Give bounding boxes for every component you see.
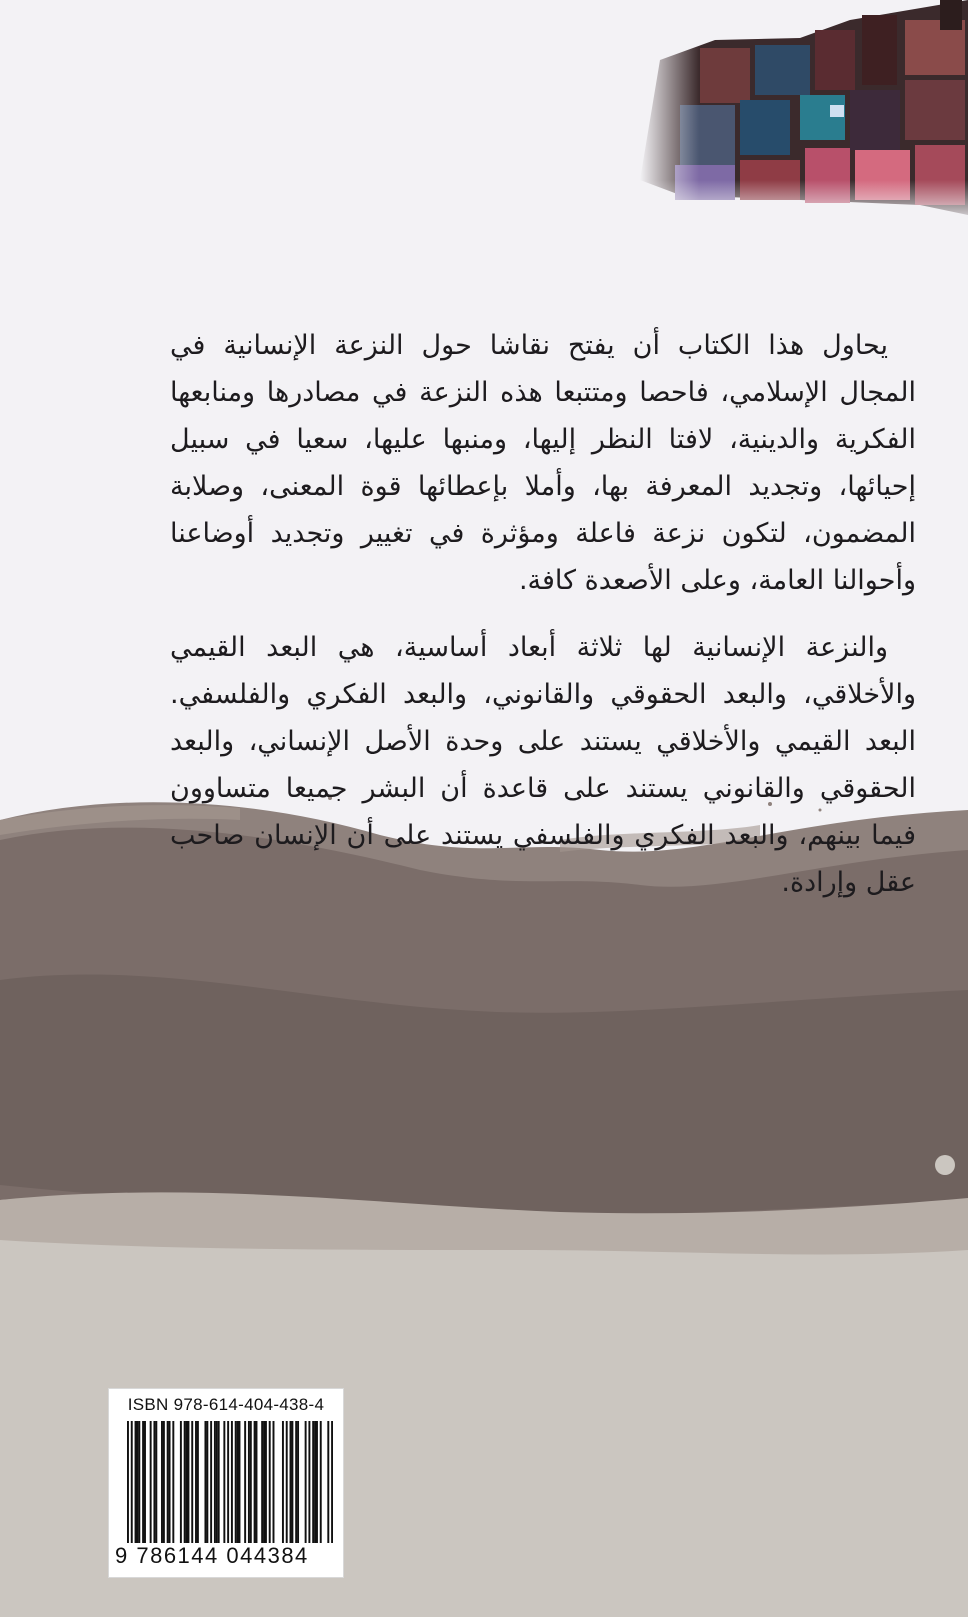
barcode-bar: [312, 1421, 314, 1543]
barcode-bar: [150, 1421, 152, 1543]
barcode-bar: [331, 1421, 333, 1543]
barcode-bars: [127, 1421, 333, 1543]
barcode-bar: [244, 1421, 246, 1543]
barcode-bar: [169, 1421, 171, 1543]
isbn-label: ISBN 978-614-404-438-4: [127, 1395, 325, 1414]
barcode-bar: [263, 1421, 265, 1543]
barcode-bar: [180, 1421, 182, 1543]
barcode-bar: [231, 1421, 233, 1543]
barcode-bar: [187, 1421, 189, 1543]
barcode-bar: [239, 1421, 241, 1543]
barcode-bar: [273, 1421, 275, 1543]
barcode-bar: [320, 1421, 322, 1543]
corner-painting-image: [640, 0, 968, 225]
barcode-bar: [214, 1421, 216, 1543]
barcode-bar: [153, 1421, 155, 1543]
barcode-bar: [136, 1421, 138, 1543]
barcode-bar: [269, 1421, 271, 1543]
isbn-barcode: [108, 1388, 344, 1578]
barcode-bar: [155, 1421, 157, 1543]
barcode-bar: [314, 1421, 316, 1543]
barcode-bar: [254, 1421, 256, 1543]
barcode-bar: [186, 1421, 188, 1543]
barcode-bar: [235, 1421, 237, 1543]
barcode-bar: [218, 1421, 220, 1543]
barcode-bar: [191, 1421, 193, 1543]
barcode-bar: [308, 1421, 310, 1543]
barcode-bar: [142, 1421, 144, 1543]
barcode-bar: [316, 1421, 318, 1543]
back-cover-blurb: [170, 322, 916, 906]
barcode-bar: [127, 1421, 129, 1543]
barcode-bar: [223, 1421, 225, 1543]
barcode-bar: [282, 1421, 284, 1543]
barcode-bar: [184, 1421, 186, 1543]
barcode-bar: [265, 1421, 267, 1543]
barcode-bar: [197, 1421, 199, 1543]
barcode-bar: [305, 1421, 307, 1543]
barcode-bar: [161, 1421, 163, 1543]
barcode-bar: [248, 1421, 250, 1543]
barcode-bar: [144, 1421, 146, 1543]
barcode-bar: [135, 1421, 137, 1543]
barcode-bar: [291, 1421, 293, 1543]
blurb-paragraph-1: يحاول هذا الكتاب أن يفتح نقاشا حول النزعة الإنسانية في المجال الإسلامي، فاحصا ومتتبعا هذه النزعة في مصادرها ومنابعها الفكرية والدينية، لافتا النظر إليها، ومنبها عليها، سعيا في سبيل إحيائها، وتجديد المعرفة بها، وأملا بإعطائها قوة المعنى، وصلابة المضمون، لتكون نزعة فاعلة ومؤثرة في تغيير وتجديد أوضاعنا وأحوالنا العامة، وعلى الأصعدة كافة.: [170, 330, 916, 596]
barcode-bar: [237, 1421, 239, 1543]
barcode-bar: [206, 1421, 208, 1543]
barcode-bar: [250, 1421, 252, 1543]
barcode-bar: [163, 1421, 165, 1543]
barcode-bar: [286, 1421, 288, 1543]
barcode-bar: [297, 1421, 299, 1543]
barcode-bar: [290, 1421, 292, 1543]
barcode-bar: [210, 1421, 212, 1543]
barcode-bar: [172, 1421, 174, 1543]
barcode-bar: [295, 1421, 297, 1543]
barcode-bar: [227, 1421, 229, 1543]
barcode-bar: [261, 1421, 263, 1543]
barcode-bar: [216, 1421, 218, 1543]
barcode-bar: [327, 1421, 329, 1543]
barcode-bar: [131, 1421, 133, 1543]
barcode-bar: [167, 1421, 169, 1543]
barcode-bar: [138, 1421, 140, 1543]
barcode-bar: [256, 1421, 258, 1543]
barcode-digits: 9 786144 044384: [115, 1543, 309, 1568]
barcode-bar: [204, 1421, 206, 1543]
barcode-bar: [195, 1421, 197, 1543]
blurb-paragraph-2: والنزعة الإنسانية لها ثلاثة أبعاد أساسية، هي البعد القيمي والأخلاقي، والبعد الحقوقي والقانوني، والبعد الفكري والفلسفي. البعد القيمي والأخلاقي يستند على وحدة الأصل الإنساني، والبعد الحقوقي والقانوني يستند على قاعدة أن البشر جميعا متساوون فيما بينهم، والبعد الفكري والفلسفي يستند على أن الإنسان صاحب عقل وإرادة.: [170, 632, 916, 898]
